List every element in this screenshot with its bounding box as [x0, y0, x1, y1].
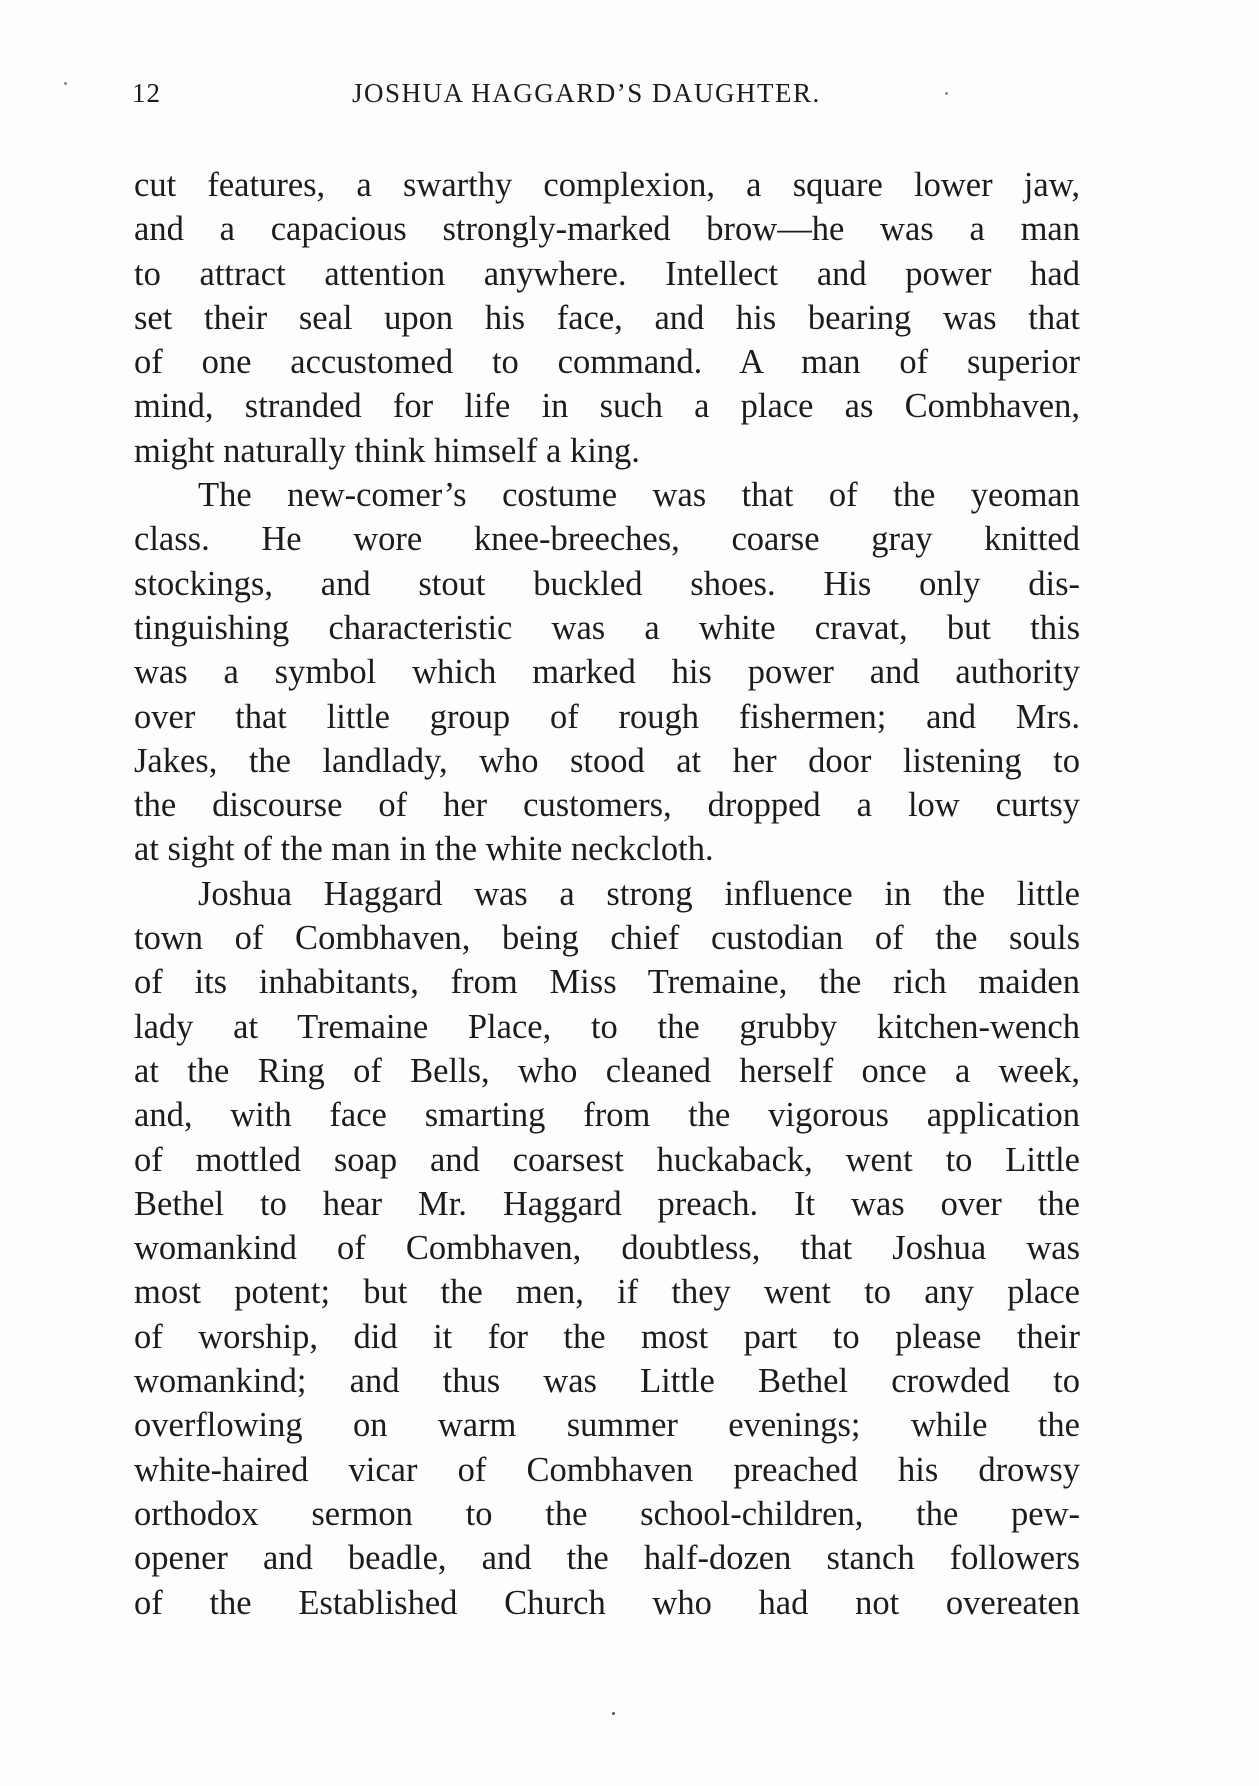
text-line: womankind; and thus was Little Bethel crowded to — [134, 1362, 1080, 1401]
text-line: Joshua Haggard was a strong influence in the little — [198, 874, 1080, 913]
text-line: opener and beadle, and the half-dozen stanch followers — [134, 1539, 1080, 1578]
text-line: class. He wore knee-breeches, coarse gray knitted — [134, 520, 1080, 559]
text-line: stockings, and stout buckled shoes. His only dis- — [134, 564, 1080, 603]
text-line: The new-comer’s costume was that of the yeoman — [198, 476, 1080, 515]
text-line: set their seal upon his face, and his bearing was that — [134, 298, 1080, 337]
text-line: to attract attention anywhere. Intellect and power had — [134, 254, 1080, 293]
running-head — [132, 78, 1082, 118]
text-line: lady at Tremaine Place, to the grubby kitchen-wench — [134, 1007, 1080, 1046]
text-line: womankind of Combhaven, doubtless, that Joshua was — [134, 1229, 1080, 1268]
body-text — [134, 163, 1080, 1625]
text-line: of mottled soap and coarsest huckaback, went to Little — [134, 1140, 1080, 1179]
text-line: cut features, a swarthy complexion, a square lower jaw, — [134, 166, 1080, 204]
text-line: at the Ring of Bells, who cleaned herself once a week, — [134, 1051, 1080, 1090]
text-line: at sight of the man in the white neckcloth. — [134, 830, 714, 869]
running-title: JOSHUA HAGGARD’S DAUGHTER. — [352, 78, 821, 108]
text-line: and a capacious strongly-marked brow—he was a man — [134, 210, 1080, 249]
text-line: overflowing on warm summer evenings; while the — [134, 1406, 1080, 1445]
text-line: of the Established Church who had not overeaten — [134, 1583, 1080, 1622]
text-line: Jakes, the landlady, who stood at her door listening to — [134, 741, 1080, 780]
text-line: mind, stranded for life in such a place as Combhaven, — [134, 387, 1080, 426]
page-number: 12 — [132, 78, 161, 108]
text-line: was a symbol which marked his power and authority — [134, 653, 1080, 692]
text-line: over that little group of rough fishermen; and Mrs. — [134, 697, 1080, 736]
text-line: of one accustomed to command. A man of superior — [134, 343, 1080, 382]
text-line: white-haired vicar of Combhaven preached his drowsy — [134, 1450, 1080, 1489]
text-line: the discourse of her customers, dropped a low curtsy — [134, 786, 1080, 825]
scan-speck — [612, 1712, 615, 1715]
text-line: most potent; but the men, if they went to any place — [134, 1273, 1080, 1312]
scan-speck — [64, 82, 67, 85]
scan-speck — [945, 92, 948, 95]
text-line: town of Combhaven, being chief custodian of the souls — [134, 919, 1080, 958]
text-line: of worship, did it for the most part to please their — [134, 1317, 1080, 1356]
text-line: might naturally think himself a king. — [134, 431, 640, 470]
text-line: tinguishing characteristic was a white cravat, but this — [134, 608, 1080, 647]
text-line: Bethel to hear Mr. Haggard preach. It was over the — [134, 1184, 1080, 1223]
text-line: orthodox sermon to the school-children, the pew- — [134, 1494, 1080, 1533]
text-line: of its inhabitants, from Miss Tremaine, the rich maiden — [134, 963, 1080, 1002]
text-line: and, with face smarting from the vigorous application — [134, 1096, 1080, 1135]
